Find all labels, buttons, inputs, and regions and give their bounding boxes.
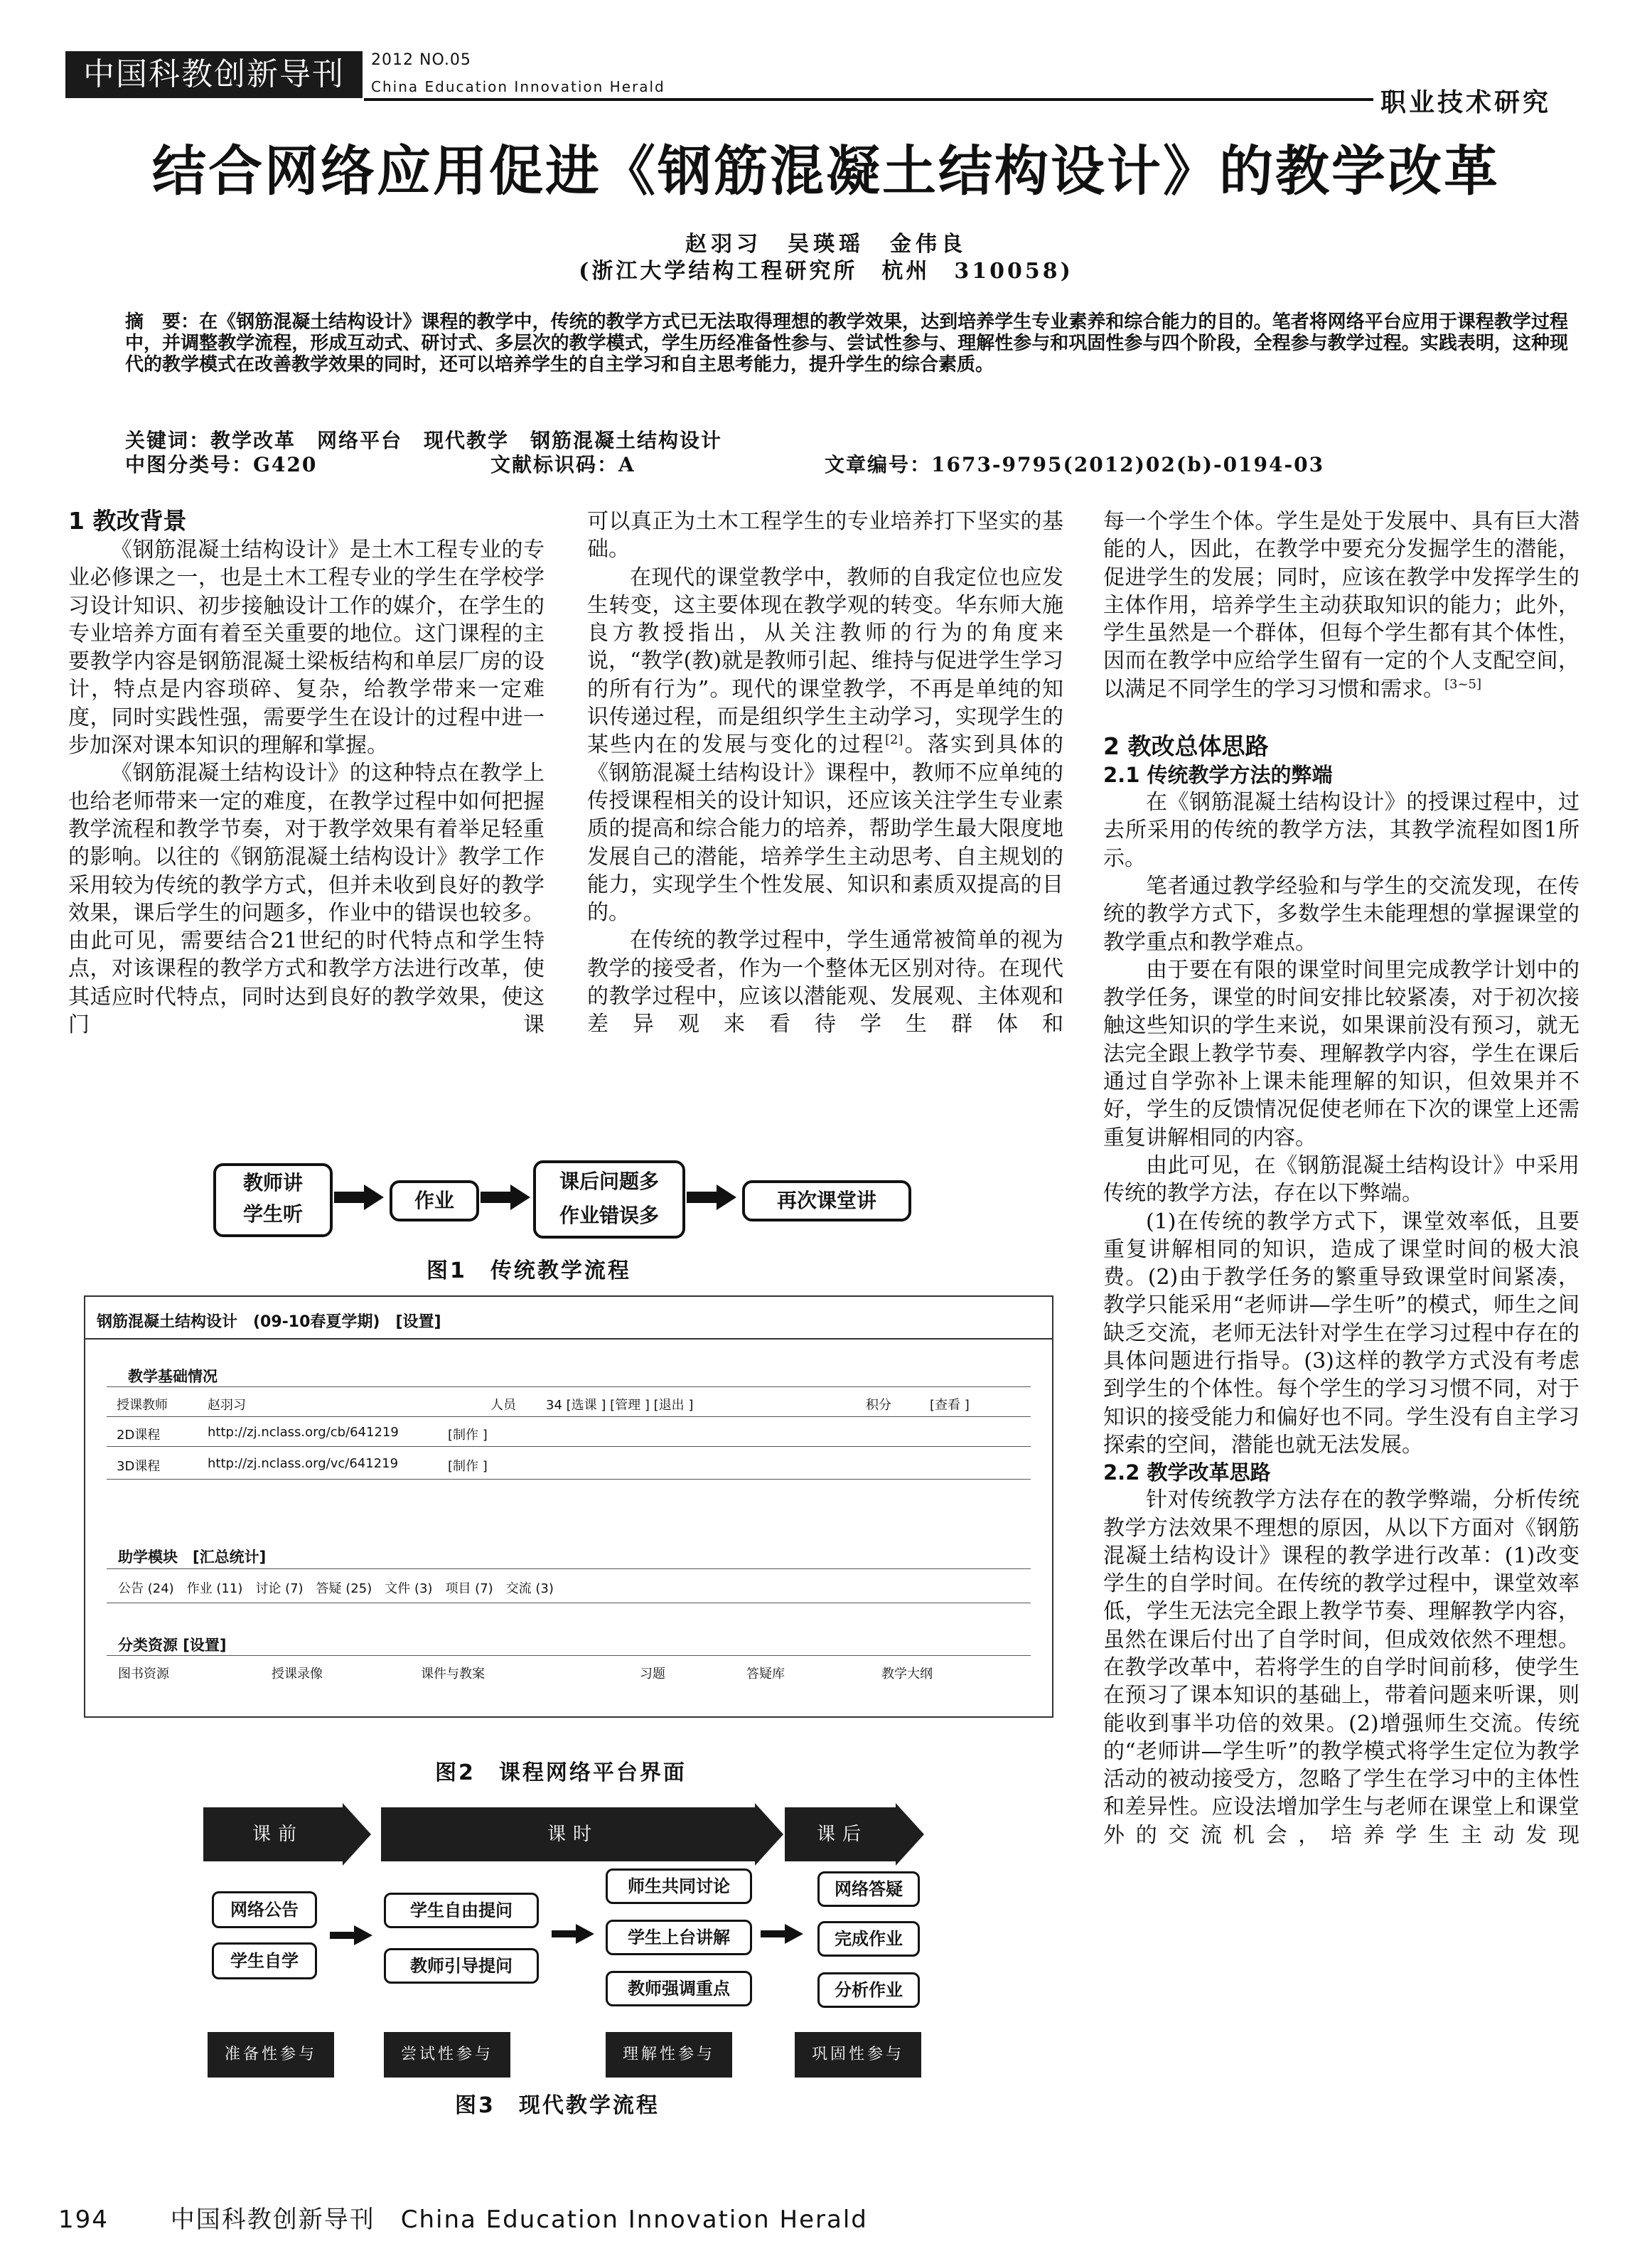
participation-consolidating: 巩固性参与	[795, 2032, 921, 2078]
resource-slides[interactable]: 课件与教案	[421, 1667, 485, 1681]
flow-box-lecture-again: 再次课堂讲	[742, 1180, 911, 1221]
module-items[interactable]: 公告 (24) 作业 (11) 讨论 (7) 答疑 (25) 文件 (3) 项目 (7) 交流 (3)	[118, 1581, 554, 1596]
course-title: 钢筋混凝土结构设计 (09-10春夏学期) [设置]	[97, 1313, 441, 1331]
paragraph-text: 在现代的课堂教学中，教师的自我定位也应发生转变，这主要体现在教学观的转变。华东师大施良方教授指出，从关注教师的行为的角度来说，“教学(教)就是教师引起、维持与促进学生学习的所有行为”。现代的课堂教学，不再是单纯的知识传递过程，而是组织学生主动学习，实现学生的某些内在的发展与变化的过程	[587, 565, 1063, 758]
module-heading: 助学模块 [汇总统计]	[118, 1549, 267, 1566]
paragraph: 由此可见，在《钢筋混凝土结构设计》中采用传统的教学方法，存在以下弊端。	[1103, 1153, 1579, 1207]
resource-books[interactable]: 图书资源	[118, 1667, 169, 1681]
page-number: 194	[58, 2205, 109, 2234]
flow-arrow	[761, 1924, 803, 1944]
paragraph	[587, 564, 1063, 927]
section-heading-2: 2 教改总体思路	[1103, 732, 1269, 761]
paragraph: 《钢筋混凝土结构设计》的这种特点在教学上也给老师带来一定的难度，在教学过程中如何把握教学流程和教学节奏，对于教学效果有着举足轻重的影响。以往的《钢筋混凝土结构设计》教学工作采用较为传统的教学方式，但并未收到良好的教学效果，课后学生的问题多，作业中的错误也较多。由此可见，需要结合21世纪的时代特点和学生特点，对该课程的教学方式和教学方法进行改革，使其适应时代特点，同时达到良好的教学效果，使这门课	[68, 761, 545, 1038]
article-title: 结合网络应用促进《钢筋混凝土结构设计》的教学改革	[152, 139, 1500, 203]
box-joint-discussion: 师生共同讨论	[606, 1868, 752, 1904]
participation-understanding: 理解性参与	[606, 2032, 732, 2078]
paragraph: 笔者通过教学经验和与学生的交流发现，在传统的教学方式下，多数学生未能理想的掌握课堂的教学重点和教学难点。	[1103, 873, 1579, 955]
flow-box-label: 课后问题多	[559, 1170, 659, 1193]
box-teacher-emphasis: 教师强调重点	[606, 1971, 752, 2006]
box-online-qa: 网络答疑	[817, 1871, 920, 1907]
flow-arrow	[334, 1185, 384, 1210]
flow-box-homework: 作业	[390, 1180, 479, 1221]
article-authors: 赵羽习 吴瑛瑶 金伟良	[685, 232, 967, 257]
journal-english-name: China Education Innovation Herald	[371, 78, 665, 95]
resource-videos[interactable]: 授课录像	[272, 1667, 323, 1681]
footer-journal: 中国科教创新导刊 China Education Innovation Herald	[170, 2205, 868, 2234]
paragraph: 在传统的教学过程中，学生通常被简单的视为教学的接受者，作为一个整体无区别对待。在现代的教学过程中，应该以潜能观、发展观、主体观和差异观来看待学生群体和	[587, 928, 1063, 1037]
course-3d-make-link[interactable]: [制作 ]	[448, 1459, 488, 1474]
resources-heading: 分类资源 [设置]	[118, 1637, 227, 1654]
box-teacher-guides: 教师引导提问	[384, 1948, 539, 1984]
people-links[interactable]: 34 [选课 ] [管理 ] [退出 ]	[546, 1398, 694, 1413]
points-link[interactable]: [查看 ]	[930, 1398, 970, 1413]
participation-trial: 尝试性参与	[384, 2032, 510, 2078]
paragraph	[1103, 508, 1579, 703]
class-number: 中图分类号：G420	[125, 453, 318, 476]
figure-3-caption: 图3 现代教学流程	[455, 2093, 660, 2118]
stage-before-label: 课前	[252, 1824, 304, 1845]
paragraph: 在《钢筋混凝土结构设计》的授课过程中，过去所采用的传统的教学方法，其教学流程如图1所示。	[1103, 790, 1579, 871]
figure-1-caption: 图1 传统教学流程	[427, 1258, 631, 1283]
course-2d-label: 2D课程	[117, 1428, 161, 1443]
figure-2-platform-screenshot	[84, 1295, 1053, 1718]
box-network-notice: 网络公告	[212, 1891, 317, 1928]
flow-arrow	[481, 1185, 530, 1210]
column-1	[68, 506, 545, 1039]
column-2	[587, 508, 1063, 1039]
page-footer	[58, 2200, 868, 2235]
journal-name-banner: 中国科教创新导刊	[65, 51, 363, 98]
course-2d-url[interactable]: http://zj.nclass.org/cb/641219	[208, 1425, 399, 1440]
stage-after-label: 课后	[816, 1824, 868, 1845]
abstract: 摘 要：在《钢筋混凝土结构设计》课程的教学中，传统的教学方式已无法取得理想的教学效果，达到培养学生专业素养和综合能力的目的。笔者将网络平台应用于课程教学过程中，并调整教学流程，形成互动式、研讨式、多层次的教学模式，学生历经准备性参与、尝试性参与、理解性参与和巩固性参与四个阶段，全程参与教学过程。实践表明，这种现代的教学模式在改善教学效果的同时，还可以培养学生的自主学习和自主思考能力，提升学生的综合素质。	[125, 311, 1568, 375]
article-number: 文章编号：1673-9795(2012)02(b)-0194-03	[825, 453, 1325, 476]
paragraph: 由于要在有限的课堂时间里完成教学计划中的教学任务，课堂的时间安排比较紧凑，对于初次接触这些知识的学生来说，如果课前没有预习，就无法完全跟上教学节奏、理解教学内容，学生在课后通过自学弥补上课未能理解的知识，但效果并不好，学生的反馈情况促使老师在下次的课堂上还需重复讲解相同的内容。	[1103, 957, 1579, 1150]
paragraph: 针对传统教学方法存在的教学弊端，分析传统教学方法效果不理想的原因，从以下方面对《钢筋混凝土结构设计》课程的教学进行改革：(1)改变学生的自学时间。在传统的教学过程中，课堂效率低，学生无法完全跟上教学节奏、理解教学内容，虽然在课后付出了自学时间，但成效依然不理想。在教学改革中，若将学生的自学时间前移，使学生在预习了课本知识的基础上，带着问题来听课，则能收到事半功倍的效果。(2)增强师生交流。传统的“老师讲—学生听”的教学模式将学生定位为教学活动的被动接受方，忽略了学生在学习中的主体性和差异性。应设法增加学生与老师在课堂上和课堂外的交流机会，培养学生主动发现	[1103, 1487, 1579, 1848]
document-code: 文献标识码：A	[490, 453, 635, 476]
box-finish-homework: 完成作业	[817, 1921, 920, 1957]
flow-box-many-problems	[533, 1160, 685, 1239]
section-heading-1: 1 教改背景	[68, 507, 187, 535]
figure-2-caption: 图2 课程网络平台界面	[435, 1760, 687, 1785]
flow-box-label: 作业错误多	[559, 1204, 659, 1227]
stage-in-class-label: 课时	[547, 1824, 599, 1845]
flow-arrow	[552, 1924, 594, 1944]
section-label: 职业技术研究	[1380, 87, 1552, 117]
course-3d-url[interactable]: http://zj.nclass.org/vc/641219	[208, 1456, 399, 1471]
paragraph: (1)在传统的教学方式下，课堂效率低，且要重复讲解相同的知识，造成了课堂时间的极大浪费。(2)由于教学任务的繁重导致课堂时间紧凑，教学只能采用“老师讲—学生听”的模式，师生之间缺乏交流，老师无法针对学生在学习过程中存在的具体问题进行指导。(3)这样的教学方式没有考虑到学生的个体性。每个学生的学习习惯不同，对于知识的接受能力和偏好也不同。学生没有自主学习探索的空间，潜能也就无法发展。	[1103, 1209, 1579, 1458]
issue-number: 2012 NO.05	[371, 51, 471, 69]
column-3	[1103, 508, 1579, 1849]
paragraph: 《钢筋混凝土结构设计》是土木工程专业的专业必修课之一，也是土木工程专业的学生在学校学习设计知识、初步接触设计工作的媒介，在学生的专业培养方面有着至关重要的地位。这门课程的主要教学内容是钢筋混凝土梁板结构和单层厂房的设计，特点是内容琐碎、复杂，给教学带来一定难度，同时实践性强，需要学生在设计的过程中进一步加深对课本知识的理解和掌握。	[68, 538, 545, 759]
subsection-heading-2-1: 2.1 传统教学方法的弊端	[1103, 763, 1333, 788]
teacher-label: 授课教师	[117, 1398, 168, 1413]
paragraph: 可以真正为土木工程学生的专业培养打下坚实的基础。	[587, 509, 1063, 562]
course-3d-label: 3D课程	[117, 1459, 161, 1474]
article-affiliation: (浙江大学结构工程研究所 杭州 310058)	[579, 259, 1073, 284]
resource-qa-bank[interactable]: 答疑库	[746, 1667, 785, 1681]
people-label: 人员	[490, 1398, 516, 1413]
citation: [2]	[884, 732, 903, 748]
flow-box-label: 教师讲	[242, 1171, 303, 1194]
resource-syllabus[interactable]: 教学大纲	[881, 1667, 933, 1681]
course-2d-make-link[interactable]: [制作 ]	[448, 1428, 488, 1443]
classification-row	[125, 449, 1568, 475]
box-students-ask: 学生自由提问	[384, 1893, 539, 1928]
header-rule	[364, 98, 1373, 101]
overview-heading: 教学基础情况	[128, 1368, 218, 1385]
box-student-presents: 学生上台讲解	[606, 1920, 752, 1955]
points-label: 积分	[866, 1398, 891, 1413]
box-self-study: 学生自学	[212, 1942, 317, 1979]
flow-box-teacher-lectures	[213, 1163, 333, 1237]
flow-arrow	[687, 1185, 736, 1210]
box-analyze-homework: 分析作业	[817, 1972, 920, 2008]
citation: [3~5]	[1444, 676, 1482, 692]
paragraph-text: 每一个学生个体。学生是处于发展中、具有巨大潜能的人，因此，在教学中要充分发掘学生的潜能，促进学生的发展；同时，应该在教学中发挥学生的主体作用，培养学生主动获取知识的能力；此外，学生虽然是一个群体，但每个学生都有其个体性，因而在教学中应给学生留有一定的个人支配空间，以满足不同学生的学习习惯和需求。	[1103, 509, 1579, 702]
teacher-name: 赵羽习	[208, 1398, 246, 1413]
participation-preparatory: 准备性参与	[208, 2032, 334, 2078]
flow-box-label: 学生听	[242, 1202, 303, 1226]
keywords: 关键词：教学改革 网络平台 现代教学 钢筋混凝土结构设计	[125, 429, 723, 452]
flow-arrow	[330, 1925, 372, 1945]
paragraph-text: 。落实到具体的《钢筋混凝土结构设计》课程中，教师不应单纯的传授课程相关的设计知识，还应该关注学生专业素质的提高和综合能力的培养，帮助学生最大限度地发展自己的潜能，培养学生主动思考、自主规划的能力，实现学生个性发展、知识和素质双提高的目的。	[587, 732, 1064, 926]
subsection-heading-2-2: 2.2 教学改革思路	[1103, 1460, 1271, 1485]
resource-exercises[interactable]: 习题	[640, 1667, 665, 1681]
